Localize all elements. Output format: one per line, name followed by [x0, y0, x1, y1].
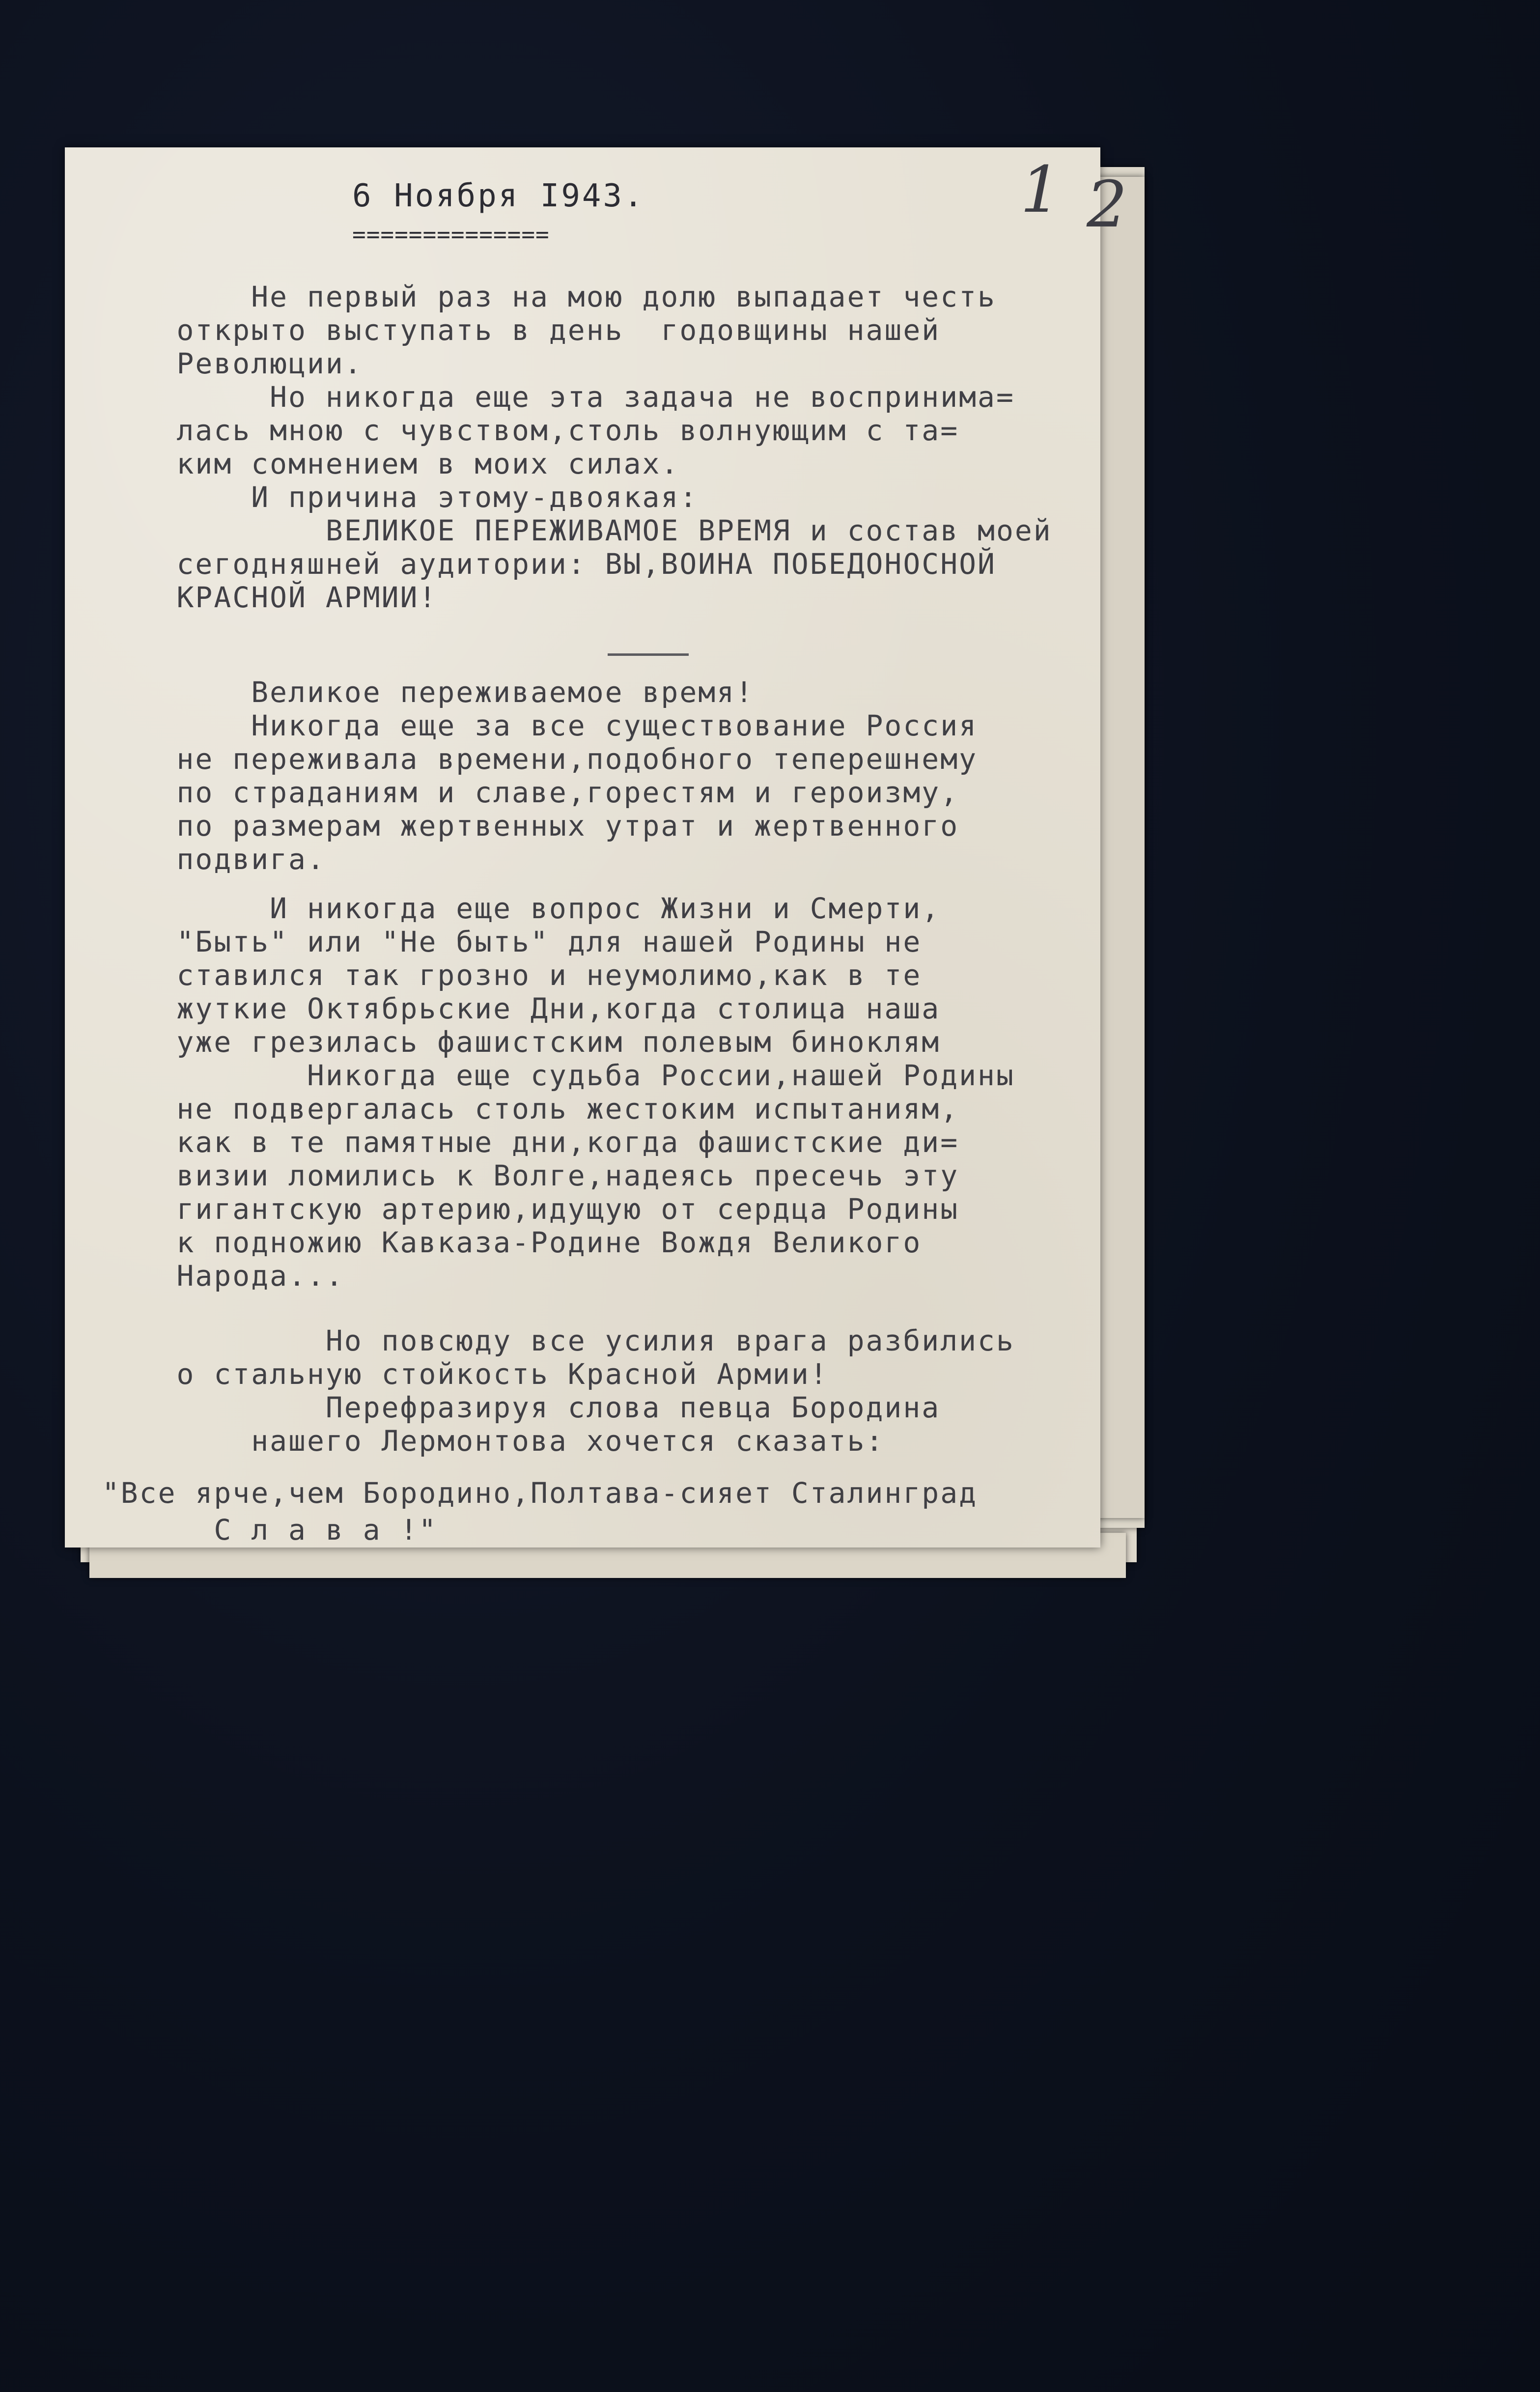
typed-page — [65, 147, 1127, 1548]
section-divider — [608, 653, 689, 656]
paragraph-1: Не первый раз на мою долю выпадает честь открыто выступать в день годовщины нашей Революции. Но никогда еще эта задача не воспринима= лась мною с чувством,столь волнующим с та= ким сомнением в моих силах. И причина этому-двоякая: ВЕЛИКОЕ ПЕРЕЖИВАМОЕ ВРЕМЯ и состав моей сегодняшней аудитории: ВЫ,ВОИНА ПОБЕДОНОСНОЙ КРАСНОЙ АРМИИ! — [176, 280, 1052, 614]
closing-glory: С л а в а !" — [65, 1513, 438, 1547]
date-heading: 6 Ноября I943. — [352, 178, 645, 214]
folio-number-1: 1 — [1020, 152, 1061, 227]
folio-number-2: 2 — [1087, 167, 1127, 242]
paragraph-2: Великое переживаемое время! Никогда еще за все существование Россия не переживала времени,подобного теперешнему по страданиям и славе,горестям и героизму, по размерам жертвенных утрат и жертвенного подвига. — [176, 675, 978, 876]
heading-underline: ============== — [352, 221, 550, 248]
paragraph-3: И никогда еще вопрос Жизни и Смерти, "Быть" или "Не быть" для нашей Родины не ставился так грозно и неумолимо,как в те жуткие Октябрьские Дни,когда столица наша уже грезилась фашистским полевым биноклям Никогда еще судьба России,нашей Родины не подвергалась столь жестоким испытаниям, как в те памятные дни,когда фашистские ди= визии ломились к Волге,надеясь пресечь эту гигантскую артерию,идущую от сердца Родины к подножию Кавказа-Родине Вождя Великого Народа... — [176, 892, 1015, 1293]
closing-quote: "Все ярче,чем Бородино,Полтава-сияет Сталинград — [65, 1476, 978, 1510]
paragraph-4: Но повсюду все усилия врага разбились о стальную стойкость Красной Армии! Перефразируя слова певца Бородина нашего Лермонтова хочется сказать: — [176, 1324, 1015, 1458]
